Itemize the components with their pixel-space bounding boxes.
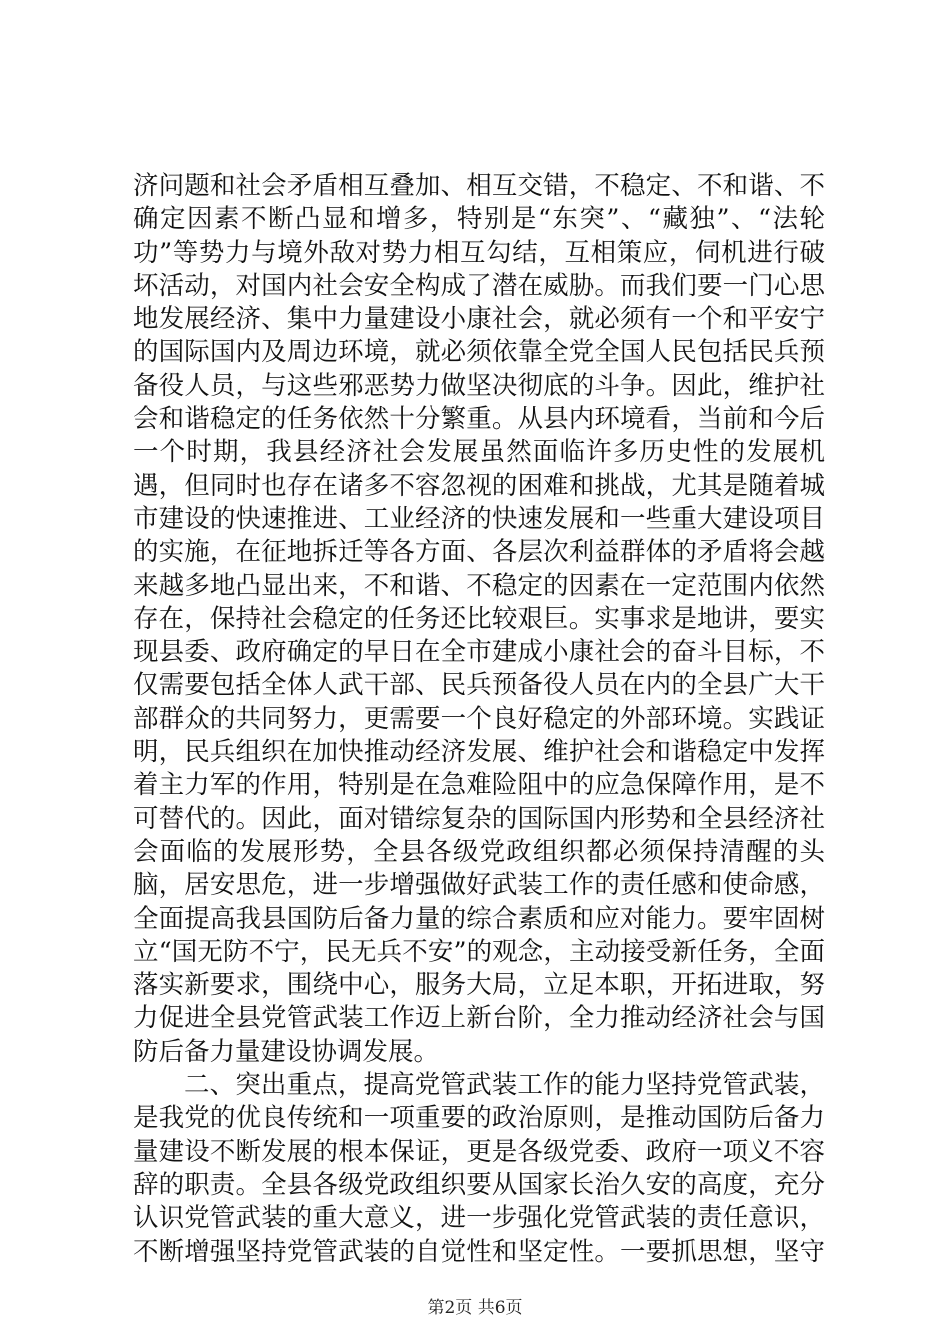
paragraph-section-two: 二、突出重点，提高党管武装工作的能力坚持党管武装，是我党的优良传统和一项重要的政治原则，是推动国防后备力量建设不断发展的根本保证，更是各级党委、政府一项义不容辞的职责。全县各级党政组织要从国家长治久安的高度，充分认识党管武装的重大意义，进一步强化党管武装的责任意识，不断增强坚持党管武装的自觉性和坚定性。一要抓思想，坚守 (133, 1070, 825, 1267)
document-body (133, 170, 825, 1269)
page-number-footer: 第2页 共6页 (427, 1298, 523, 1318)
paragraph-continued: 济问题和社会矛盾相互叠加、相互交错，不稳定、不和谐、不确定因素不断凸显和增多，特别是“东突”、“藏独”、“法轮功”等势力与境外敌对势力相互勾结，互相策应，伺机进行破坏活动，对国内社会安全构成了潜在威胁。而我们要一门心思地发展经济、集中力量建设小康社会，就必须有一个和平安宁的国际国内及周边环境，就必须依靠全党全国人民包括民兵预备役人员，与这些邪恶势力做坚决彻底的斗争。因此，维护社会和谐稳定的任务依然十分繁重。从县内环境看，当前和今后一个时期，我县经济社会发展虽然面临许多历史性的发展机遇，但同时也存在诸多不容忽视的困难和挑战，尤其是随着城市建设的快速推进、工业经济的快速发展和一些重大建设项目的实施，在征地拆迁等各方面、各层次利益群体的矛盾将会越来越多地凸显出来，不和谐、不稳定的因素在一定范围内依然存在，保持社会稳定的任务还比较艰巨。实事求是地讲，要实现县委、政府确定的早日在全市建成小康社会的奋斗目标，不仅需要包括全体人武干部、民兵预备役人员在内的全县广大干部群众的共同努力，更需要一个良好稳定的外部环境。实践证明，民兵组织在加快推动经济发展、维护社会和谐稳定中发挥着主力军的作用，特别是在急难险阻中的应急保障作用，是不可替代的。因此，面对错综复杂的国际国内形势和全县经济社会面临的发展形势，全县各级党政组织都必须保持清醒的头脑，居安思危，进一步增强做好武装工作的责任感和使命感，全面提高我县国防后备力量的综合素质和应对能力。要牢固树立“国无防不宁，民无兵不安”的观念，主动接受新任务，全面落实新要求，围绕中心，服务大局，立足本职，开拓进取，努力促进全县党管武装工作迈上新台阶，全力推动经济社会与国防后备力量建设协调发展。 (133, 171, 825, 1067)
